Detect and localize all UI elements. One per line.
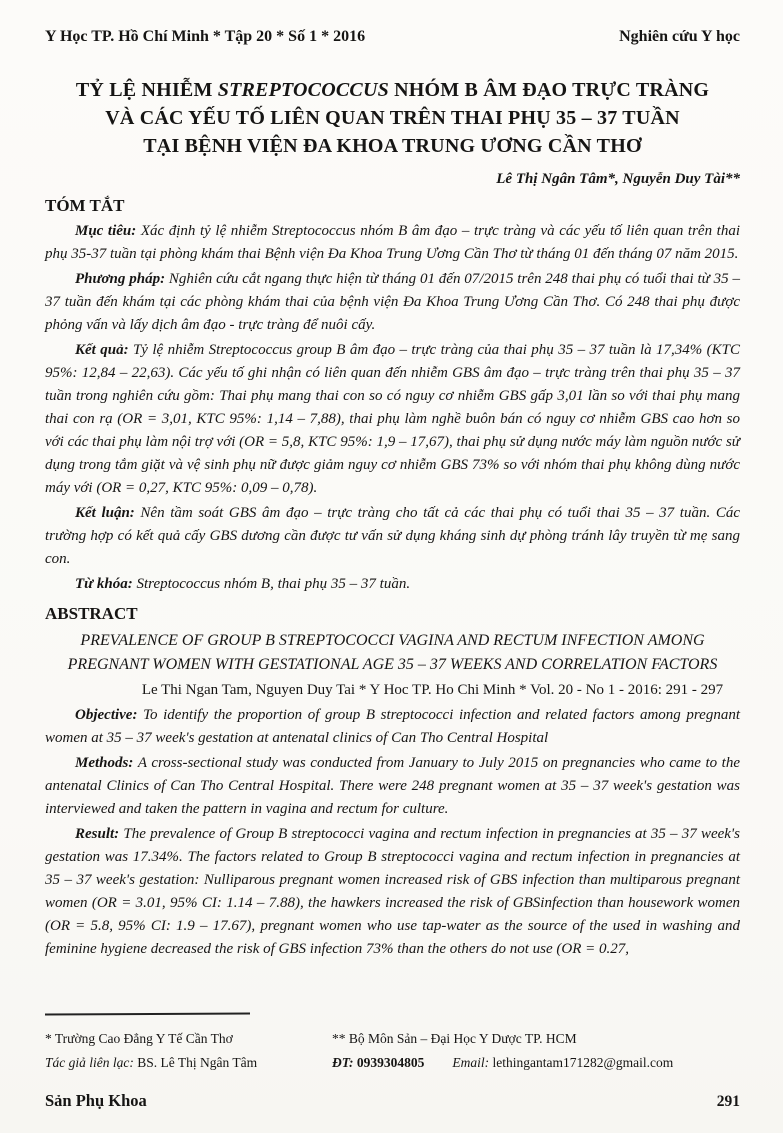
affiliation-2: ** Bộ Môn Sản – Đại Học Y Dược TP. HCM	[332, 1031, 577, 1046]
phone-number: 0939304805	[356, 1055, 425, 1070]
corresponding-author-row	[45, 1051, 740, 1075]
species-name: STREPTOCOCCUS	[217, 79, 389, 101]
page-bottom-block	[45, 1013, 740, 1111]
citation-line: Le Thi Ngan Tam, Nguyen Duy Tai * Y Hoc TP. Ho Chi Minh * Vol. 20 - No 1 - 2016: 291 - 297	[141, 682, 724, 698]
para-lead: Objective:	[75, 707, 144, 723]
affiliations-row	[45, 1027, 740, 1051]
abstract-english-title	[45, 629, 740, 677]
para-lead: Methods:	[75, 755, 138, 771]
para-text: Tỷ lệ nhiễm Streptococcus group B âm đạo – trực tràng của thai phụ 35 – 37 tuần là 17,34% (KTC 95%: 12,84 – 22,63). Các yếu tố ghi nhận có liên quan đến nhiễm GBS âm đạo – trực tràng trên thai phụ 35 – 37 tuần trong nghiên cứu gồm: Thai phụ mang thai con so có nguy cơ nhiễm GBS gấp 3,01 lần so với thai phụ mang thai con rạ (OR = 3,01, KTC 95%: 1,14 – 7,88), thai phụ làm nghề buôn bán có nguy cơ nhiễm GBS cao hơn so với các thai phụ làm nội trợ với (OR = 5,8, KTC 95%: 1,9 – 17,67), thai phụ sử dụng nước máy làm nguồn nước sử dụng trong tắm giặt và vệ sinh phụ nữ được giảm nguy cơ nhiễm GBS 73% so với nhóm thai phụ không dùng nước máy với (OR = 0,27, KTC 95%: 0,09 – 0,78).	[45, 342, 740, 496]
para-lead: Kết quả:	[75, 342, 133, 358]
title-text: TỶ LỆ NHIỄM	[75, 79, 218, 101]
para-lead: Từ khóa:	[75, 576, 137, 592]
article-title-line3: TẠI BỆNH VIỆN ĐA KHOA TRUNG ƯƠNG CẦN THƠ	[143, 135, 642, 157]
para-text: A cross-sectional study was conducted from January to July 2015 on pregnancies who came to the antenatal Clinics of Can Tho Central Hospital. There were 248 pregnant women at 35 – 37 week's gestation was interviewed and taken the pattern in vagina and rectum for culture.	[45, 755, 741, 817]
para-methods	[45, 752, 740, 821]
para-text: Streptococcus nhóm B, thai phụ 35 – 37 tuần.	[136, 576, 411, 592]
para-phuong-phap	[45, 268, 740, 337]
email-lead: Email:	[452, 1055, 490, 1070]
para-text: Xác định tỷ lệ nhiễm Streptococcus nhóm B âm đạo – trực tràng và các yếu tố liên quan trên thai phụ 35-37 tuần tại phòng khám thai Bệnh viện Đa Khoa Trung Ương Cần Thơ từ tháng 01 đến tháng 07 năm 2015.	[45, 223, 740, 262]
para-result	[45, 823, 740, 961]
para-text: Nghiên cứu cắt ngang thực hiện từ tháng 01 đến 07/2015 trên 248 thai phụ có tuổi thai từ 35 – 37 tuần đến khám tại các phòng khám thai của bệnh viện Đa Khoa Trung Ương Cần Thơ. Có 248 thai phụ được phỏng vấn và lấy dịch âm đạo - trực tràng để nuôi cấy.	[45, 271, 740, 333]
para-text: Nên tầm soát GBS âm đạo – trực tràng cho tất cả các thai phụ có tuổi thai 35 – 37 tuần. Các trường hợp có kết quả cấy GBS dương cần được tư vấn sử dụng kháng sinh dự phòng tránh lây truyền từ mẹ sang con.	[45, 505, 740, 567]
para-lead: Result:	[75, 826, 124, 842]
journal-issue-label: Y Học TP. Hồ Chí Minh * Tập 20 * Số 1 * 2016	[45, 28, 366, 45]
spacer	[424, 1051, 452, 1075]
footnote-separator-rule	[45, 1012, 250, 1015]
page-number: 291	[716, 1093, 740, 1110]
contact-name: BS. Lê Thị Ngân Tâm	[137, 1055, 258, 1070]
para-ket-qua	[45, 339, 740, 500]
para-objective	[45, 704, 740, 750]
research-section-label: Nghiên cứu Y học	[619, 28, 740, 45]
para-ket-luan	[45, 502, 740, 571]
authors-line: Lê Thị Ngân Tâm*, Nguyễn Duy Tài**	[496, 171, 740, 187]
para-lead: Kết luận:	[75, 505, 141, 521]
para-muc-tieu	[45, 220, 740, 266]
article-title-line2: VÀ CÁC YẾU TỐ LIÊN QUAN TRÊN THAI PHỤ 35 – 37 TUẦN	[105, 107, 680, 129]
title-text: NHÓM B ÂM ĐẠO TRỰC TRÀNG	[388, 79, 710, 101]
footer-section-name: Sản Phụ Khoa	[45, 1091, 147, 1110]
running-header	[45, 28, 740, 46]
heading-tomtat: TÓM TẮT	[45, 196, 125, 215]
email-address: lethingantam171282@gmail.com	[492, 1055, 674, 1070]
phone	[332, 1051, 424, 1075]
article-title	[45, 76, 740, 160]
heading-abstract: ABSTRACT	[45, 604, 138, 623]
page-footer	[45, 1091, 740, 1111]
abstract-title-line1: PREVALENCE OF GROUP B STREPTOCOCCI VAGINA AND RECTUM INFECTION AMONG	[80, 632, 705, 649]
para-lead: Phương pháp:	[75, 271, 169, 287]
para-text: The prevalence of Group B streptococci vagina and rectum infection in pregnancies at 35 – 37 week's gestation was 17.34%. The factors related to Group B streptococci vagina and rectum infection in pregnancies at 35 – 37 week's gestation: Nulliparous pregnant women increased risk of GBS infection than multiparous pregnant women (OR = 3.01, 95% CI: 1.14 – 7.88), the hawkers increased the risk of GBSinfection than housework women (OR = 5.8, 95% CI: 1.9 – 17.67), pregnant women who use tap-water as the source of the used in washing and feminine hygiene decreased the risk of GBS infection 73% than the others do not use (OR = 0.27,	[45, 826, 740, 957]
contact-lead: Tác giả liên lạc:	[45, 1055, 134, 1070]
para-tu-khoa	[45, 573, 740, 596]
abstract-title-line2: PREGNANT WOMEN WITH GESTATIONAL AGE 35 – 37 WEEKS AND CORRELATION FACTORS	[67, 656, 718, 673]
para-lead: Mục tiêu:	[75, 223, 141, 239]
para-text: To identify the proportion of group B streptococci infection and related factors among pregnant women at 35 – 37 week's gestation at antenatal clinics of Can Tho Central Hospital	[45, 707, 740, 746]
affiliation-1: * Trường Cao Đẳng Y Tế Cần Thơ	[45, 1031, 233, 1046]
phone-lead: ĐT:	[332, 1055, 354, 1070]
email	[452, 1051, 673, 1075]
corresponding-author	[45, 1051, 332, 1075]
article-title-line1	[45, 76, 740, 104]
